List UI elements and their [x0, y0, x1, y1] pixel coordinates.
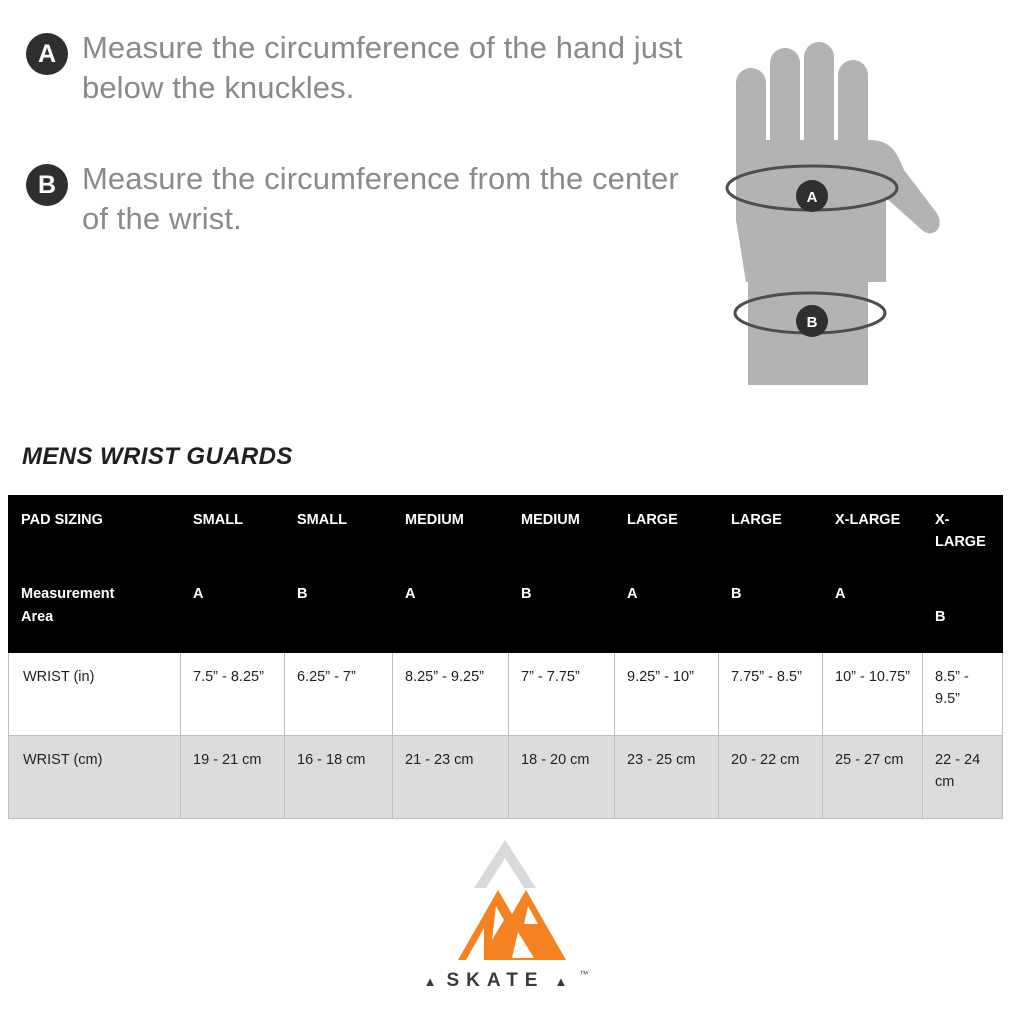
column-header-small-b — [285, 496, 393, 653]
cell-small-a-cm: 19 - 21 cm — [181, 736, 285, 819]
cell-xlarge-b-cm: 22 - 24 cm — [923, 736, 1003, 819]
row-label-wrist-cm: WRIST (cm) — [9, 736, 181, 819]
cell-large-b-cm: 20 - 22 cm — [719, 736, 823, 819]
cell-medium-a-in: 8.25” - 9.25” — [393, 653, 509, 736]
header-ab-label: B — [521, 586, 532, 603]
instruction-item-a — [26, 28, 700, 107]
header-pad-sizing-label: PAD SIZING — [21, 512, 103, 528]
table-row — [9, 653, 1003, 736]
header-ab-label: A — [627, 586, 638, 603]
trademark-label: ™ — [579, 969, 589, 979]
cell-xlarge-a-cm: 25 - 27 cm — [823, 736, 923, 819]
band-b-label: B — [806, 314, 818, 331]
column-header-xlarge-a — [823, 496, 923, 653]
column-header-large-b — [719, 496, 823, 653]
header-ab-label: B — [731, 586, 742, 603]
cell-medium-a-cm: 21 - 23 cm — [393, 736, 509, 819]
sizing-table — [8, 495, 1003, 819]
header-size-label: X-LARGE — [935, 512, 986, 551]
caret-left-icon: ▲ — [423, 973, 437, 989]
logo-skate-label: SKATE — [446, 970, 545, 991]
instruction-a-text: Measure the circumference of the hand just below the knuckles. — [82, 30, 683, 105]
header-ab-label: A — [193, 586, 204, 603]
header-size-label: LARGE — [627, 512, 678, 528]
cell-xlarge-b-in: 8.5” - 9.5” — [923, 653, 1003, 736]
cell-medium-b-cm: 18 - 20 cm — [509, 736, 615, 819]
header-ab-label: B — [297, 586, 308, 603]
badge-a-icon: A — [26, 33, 68, 75]
logo-subtitle-row — [424, 970, 587, 992]
table-header-row — [9, 496, 1003, 653]
header-ab-label: A — [405, 586, 416, 603]
column-header-small-a — [181, 496, 285, 653]
page-title: MENS WRIST GUARDS — [22, 443, 293, 470]
cell-small-a-in: 7.5” - 8.25” — [181, 653, 285, 736]
instruction-b-text: Measure the circumference from the center of the wrist. — [82, 161, 679, 237]
column-header-xlarge-b — [923, 496, 1003, 653]
header-size-label: MEDIUM — [405, 512, 464, 528]
header-area-label: Area — [21, 608, 54, 625]
cell-large-b-in: 7.75” - 8.5” — [719, 653, 823, 736]
band-a-label: A — [806, 189, 818, 206]
brand-logo — [0, 836, 1010, 992]
badge-b-icon: B — [26, 164, 68, 206]
header-size-label: X-LARGE — [835, 512, 901, 528]
column-header-medium-a — [393, 496, 509, 653]
cell-medium-b-in: 7” - 7.75” — [509, 653, 615, 736]
cell-small-b-in: 6.25” - 7” — [285, 653, 393, 736]
logo-chevron-icon — [474, 840, 536, 888]
header-size-label: MEDIUM — [521, 512, 580, 528]
caret-right-icon: ▲ — [554, 973, 568, 989]
column-header-medium-b — [509, 496, 615, 653]
header-size-label: LARGE — [731, 512, 782, 528]
cell-small-b-cm: 16 - 18 cm — [285, 736, 393, 819]
column-header-pad-sizing — [9, 496, 181, 653]
row-label-wrist-in: WRIST (in) — [9, 653, 181, 736]
hand-measurement-diagram — [690, 20, 1000, 400]
header-ab-label: A — [835, 586, 846, 603]
header-ab-label: B — [935, 608, 946, 625]
instructions-block — [0, 0, 700, 249]
column-header-large-a — [615, 496, 719, 653]
cell-xlarge-a-in: 10” - 10.75” — [823, 653, 923, 736]
header-measurement-label: Measurement — [21, 586, 115, 603]
header-size-label: SMALL — [297, 512, 347, 528]
table-row — [9, 736, 1003, 819]
instruction-item-b — [26, 159, 700, 238]
hand-silhouette-icon — [736, 42, 940, 385]
cell-large-a-in: 9.25” - 10” — [615, 653, 719, 736]
k2-logo-icon — [400, 836, 610, 966]
cell-large-a-cm: 23 - 25 cm — [615, 736, 719, 819]
header-size-label: SMALL — [193, 512, 243, 528]
